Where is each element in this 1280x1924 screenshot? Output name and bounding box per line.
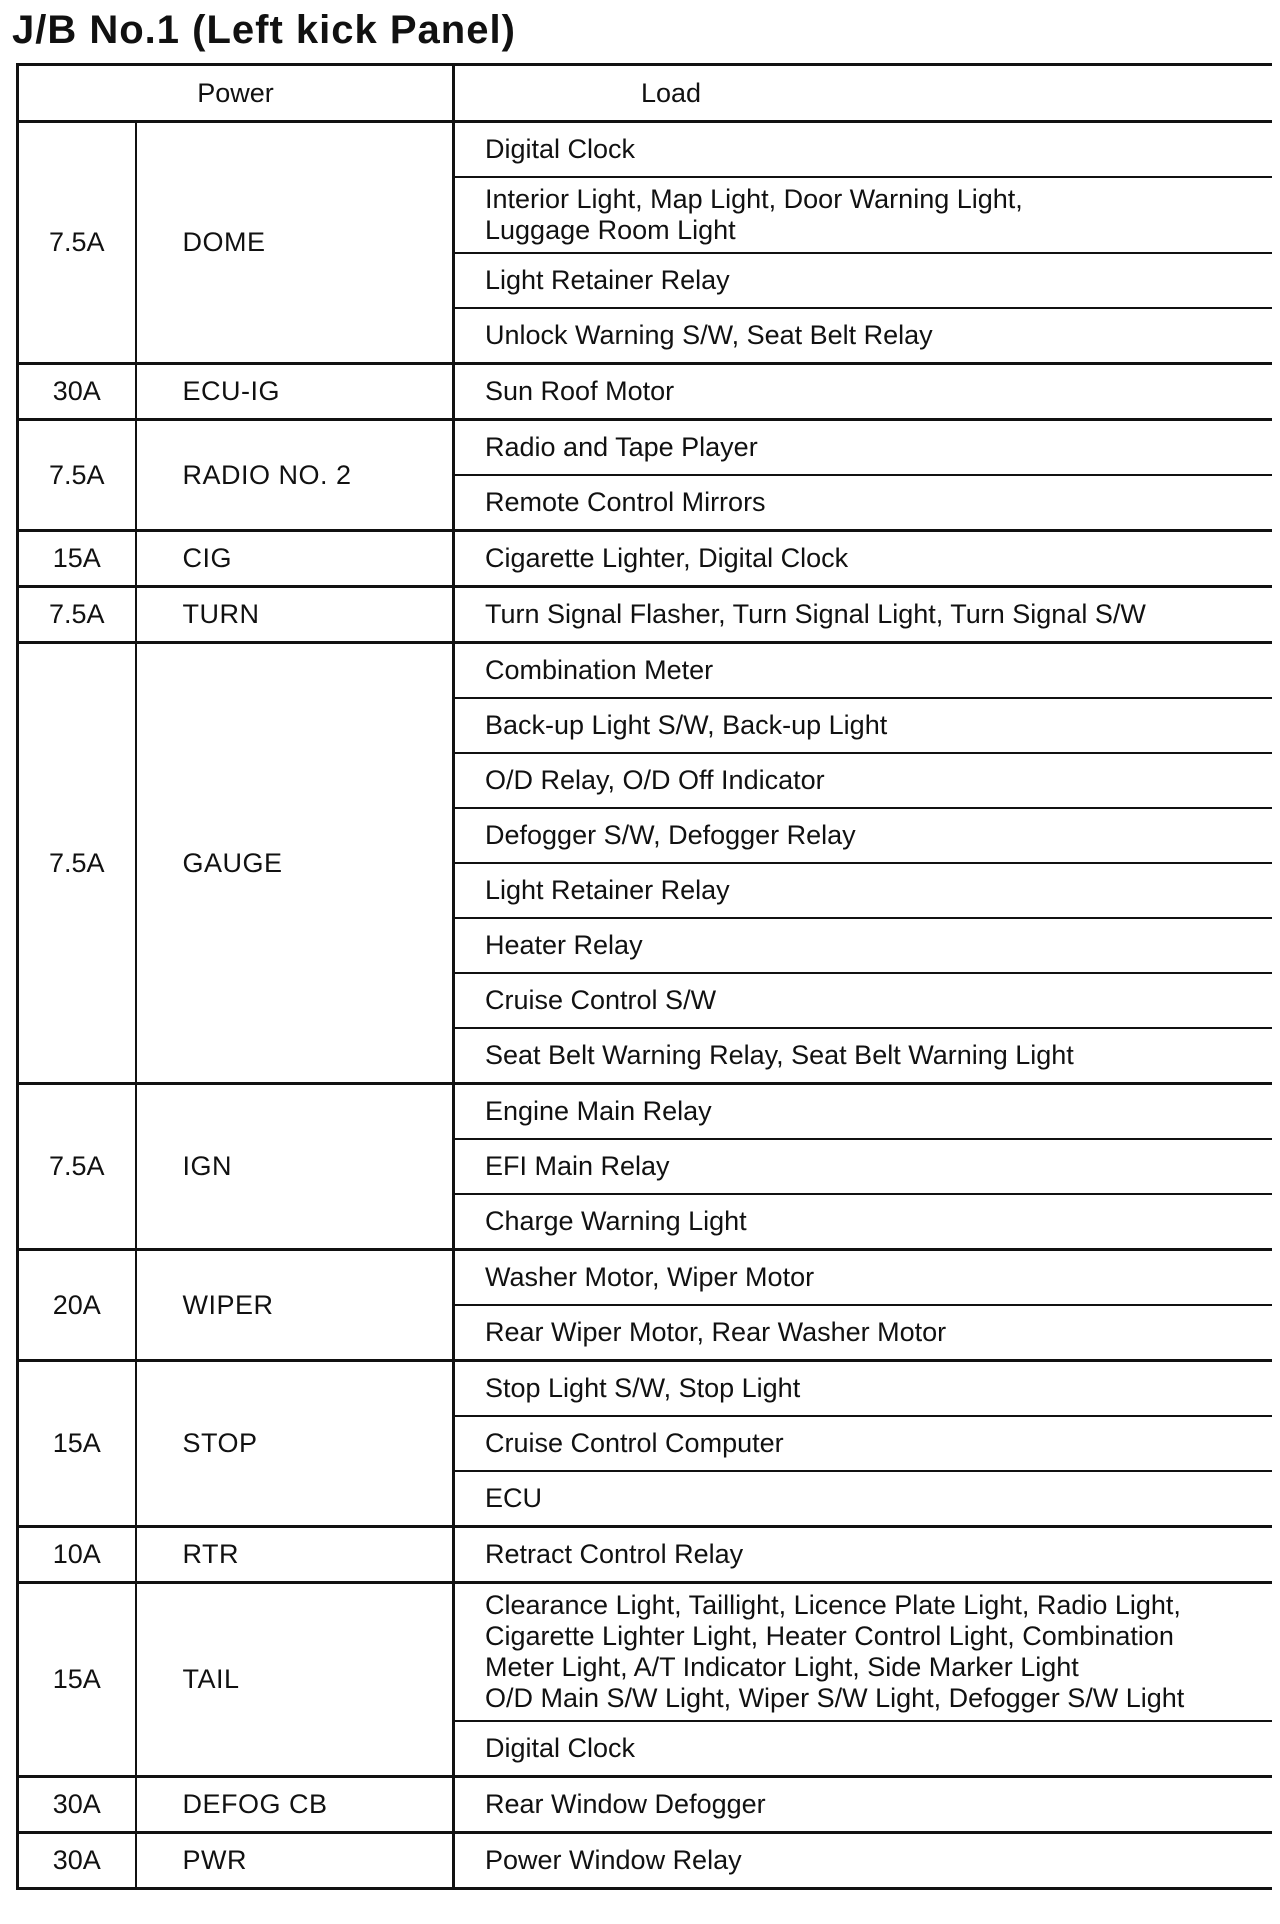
fuse-name: STOP xyxy=(136,1361,454,1527)
table-row xyxy=(18,1250,1273,1306)
table-row xyxy=(18,1833,1273,1889)
load-cell: Engine Main Relay xyxy=(454,1084,1273,1140)
fuse-amperage: 30A xyxy=(18,1833,136,1889)
load-cell: Cruise Control Computer xyxy=(454,1416,1273,1471)
load-cell: Digital Clock xyxy=(454,122,1273,178)
fuse-amperage: 7.5A xyxy=(18,587,136,643)
table-row xyxy=(18,1777,1273,1833)
load-cell: Rear Wiper Motor, Rear Washer Motor xyxy=(454,1305,1273,1361)
fuse-amperage: 15A xyxy=(18,1361,136,1527)
table-row xyxy=(18,1583,1273,1722)
load-cell: Power Window Relay xyxy=(454,1833,1273,1889)
table-row xyxy=(18,364,1273,420)
load-cell: Interior Light, Map Light, Door Warning Light, Luggage Room Light xyxy=(454,177,1273,253)
load-cell: Retract Control Relay xyxy=(454,1527,1273,1583)
fuse-amperage: 30A xyxy=(18,1777,136,1833)
fuse-name: TAIL xyxy=(136,1583,454,1777)
load-cell: O/D Relay, O/D Off Indicator xyxy=(454,753,1273,808)
fuse-name: TURN xyxy=(136,587,454,643)
load-cell: Back-up Light S/W, Back-up Light xyxy=(454,698,1273,753)
fuse-table xyxy=(16,63,1272,1890)
fuse-name: PWR xyxy=(136,1833,454,1889)
fuse-name: WIPER xyxy=(136,1250,454,1361)
table-row xyxy=(18,531,1273,587)
load-cell: EFI Main Relay xyxy=(454,1139,1273,1194)
fuse-name: CIG xyxy=(136,531,454,587)
table-row xyxy=(18,587,1273,643)
load-cell: Clearance Light, Taillight, Licence Plate Light, Radio Light, Cigarette Lighter Light, Heater Control Light, Combination Meter Light, A/T Indicator Light, Side Marker Light O/D Main S/W Light, Wiper S/W Light, Defogger S/W Light xyxy=(454,1583,1273,1722)
load-cell: Washer Motor, Wiper Motor xyxy=(454,1250,1273,1306)
fuse-name: RTR xyxy=(136,1527,454,1583)
load-cell: Stop Light S/W, Stop Light xyxy=(454,1361,1273,1417)
load-cell: Turn Signal Flasher, Turn Signal Light, Turn Signal S/W xyxy=(454,587,1273,643)
load-cell: Light Retainer Relay xyxy=(454,863,1273,918)
fuse-amperage: 20A xyxy=(18,1250,136,1361)
load-cell: ECU xyxy=(454,1471,1273,1527)
fuse-amperage: 15A xyxy=(18,531,136,587)
load-cell: Combination Meter xyxy=(454,643,1273,699)
fuse-amperage: 15A xyxy=(18,1583,136,1777)
load-cell: Heater Relay xyxy=(454,918,1273,973)
table-row xyxy=(18,1361,1273,1417)
page-title: J/B No.1 (Left kick Panel) xyxy=(12,8,516,52)
load-cell: Charge Warning Light xyxy=(454,1194,1273,1250)
table-row xyxy=(18,122,1273,178)
load-cell: Unlock Warning S/W, Seat Belt Relay xyxy=(454,308,1273,364)
fuse-name: DOME xyxy=(136,122,454,364)
table-row xyxy=(18,1527,1273,1583)
fuse-name: RADIO NO. 2 xyxy=(136,420,454,531)
fuse-amperage: 7.5A xyxy=(18,420,136,531)
load-cell: Cigarette Lighter, Digital Clock xyxy=(454,531,1273,587)
table-row xyxy=(18,643,1273,699)
load-cell: Rear Window Defogger xyxy=(454,1777,1273,1833)
fuse-amperage: 7.5A xyxy=(18,643,136,1084)
fuse-amperage: 7.5A xyxy=(18,122,136,364)
load-cell: Light Retainer Relay xyxy=(454,253,1273,308)
fuse-table-body xyxy=(18,122,1273,1889)
fuse-amperage: 10A xyxy=(18,1527,136,1583)
load-cell: Digital Clock xyxy=(454,1721,1273,1777)
fuse-name: GAUGE xyxy=(136,643,454,1084)
load-cell: Remote Control Mirrors xyxy=(454,475,1273,531)
load-cell: Radio and Tape Player xyxy=(454,420,1273,476)
load-cell: Seat Belt Warning Relay, Seat Belt Warning Light xyxy=(454,1028,1273,1084)
fuse-amperage: 7.5A xyxy=(18,1084,136,1250)
fuse-name: IGN xyxy=(136,1084,454,1250)
table-row xyxy=(18,1084,1273,1140)
load-column-header: Load xyxy=(454,65,1273,122)
fuse-name: DEFOG CB xyxy=(136,1777,454,1833)
fuse-amperage: 30A xyxy=(18,364,136,420)
table-header-row xyxy=(18,65,1273,122)
power-column-header: Power xyxy=(18,65,454,122)
fuse-name: ECU-IG xyxy=(136,364,454,420)
load-cell: Sun Roof Motor xyxy=(454,364,1273,420)
load-cell: Cruise Control S/W xyxy=(454,973,1273,1028)
table-row xyxy=(18,420,1273,476)
load-cell: Defogger S/W, Defogger Relay xyxy=(454,808,1273,863)
